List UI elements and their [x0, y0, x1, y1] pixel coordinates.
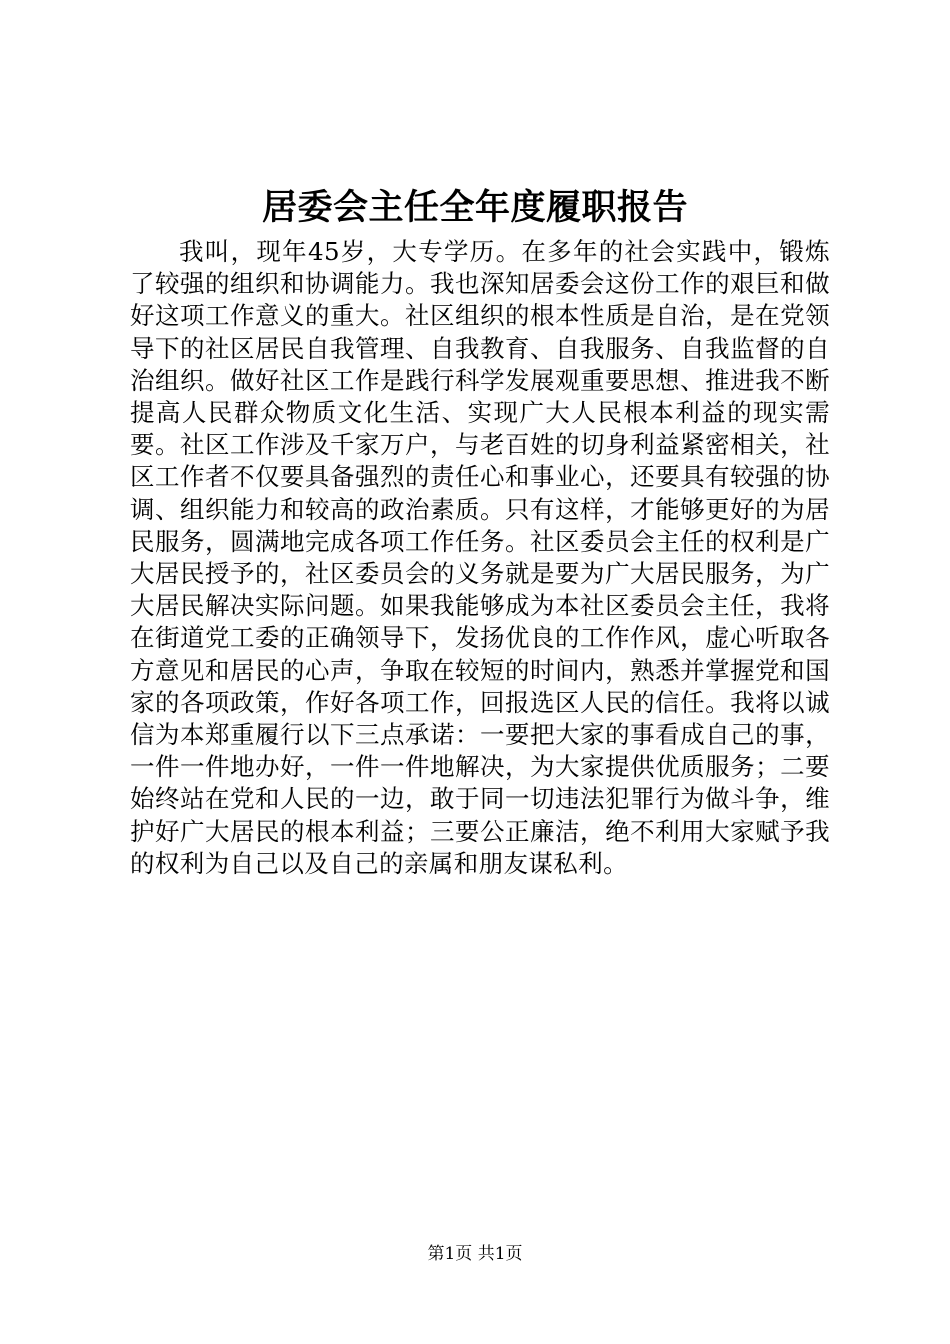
body-paragraph: 我叫，现年45岁，大专学历。在多年的社会实践中，锻炼了较强的组织和协调能力。我也深知居委会这份工作的艰巨和做好这项工作意义的重大。社区组织的根本性质是自治，是在党领导下的社区居民自我管理、自我教育、自我服务、自我监督的自治组织。做好社区工作是践行科学发展观重要思想、推进我不断提高人民群众物质文化生活、实现广大人民根本利益的现实需要。社区工作涉及千家万户，与老百姓的切身利益紧密相关，社区工作者不仅要具备强烈的责任心和事业心，还要具有较强的协调、组织能力和较高的政治素质。只有这样，才能够更好的为居民服务，圆满地完成各项工作任务。社区委员会主任的权利是广大居民授予的，社区委员会的义务就是要为广大居民服务，为广大居民解决实际问题。如果我能够成为本社区委员会主任，我将在街道党工委的正确领导下，发扬优良的工作作风，虚心听取各方意见和居民的心声，争取在较短的时间内，熟悉并掌握党和国家的各项政策，作好各项工作，回报选区人民的信任。我将以诚信为本郑重履行以下三点承诺：一要把大家的事看成自己的事，一件一件地办好，一件一件地解决，为大家提供优质服务；二要始终站在党和人民的一边，敢于同一切违法犯罪行为做斗争，维护好广大居民的根本利益；三要公正廉洁，绝不利用大家赋予我的权利为自己以及自己的亲属和朋友谋私利。: [130, 237, 830, 878]
document-title: 居委会主任全年度履职报告: [261, 187, 688, 228]
page-footer: 第1页 共1页: [427, 1244, 523, 1264]
